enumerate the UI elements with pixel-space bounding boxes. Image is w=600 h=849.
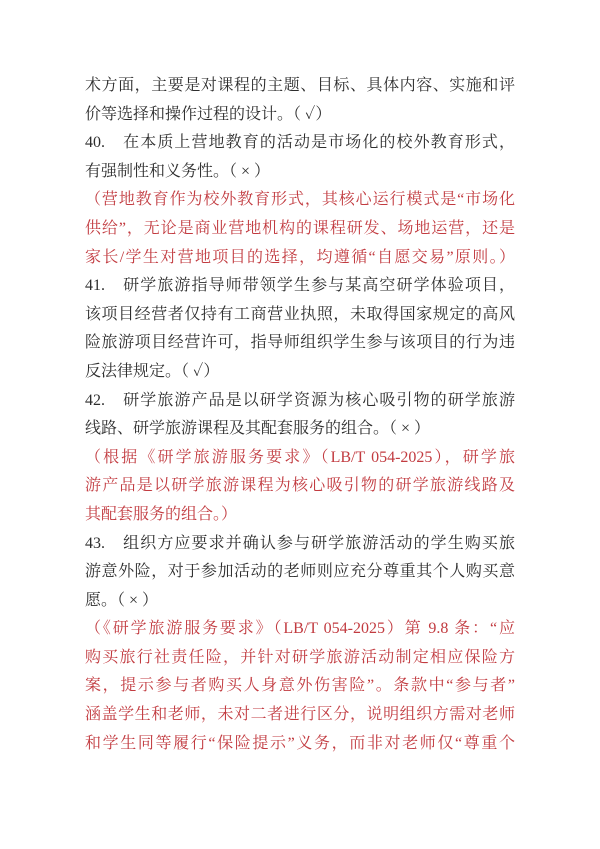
text-line: 43. 组织方应要求并确认参与研学旅游活动的学生购买旅: [85, 534, 515, 552]
text-line: （根据《研学旅游服务要求》（LB/T 054-2025），研学旅: [85, 448, 515, 466]
text-line: 该项目经营者仅持有工商营业执照，未取得国家规定的高风: [85, 305, 515, 323]
text-line: 40. 在本质上营地教育的活动是市场化的校外教育形式，: [85, 134, 515, 152]
text-line: 线路、研学旅游课程及其配套服务的组合。（ × ）: [85, 420, 431, 438]
text-line: 和学生同等履行“保险提示”义务，而非对老师仅“尊重个: [85, 734, 515, 752]
text-line: 家长/学生对营地项目的选择，均遵循“自愿交易”原则。）: [85, 248, 515, 266]
text-line: （《研学旅游服务要求》（LB/T 054-2025）第 9.8 条：“应: [85, 620, 515, 638]
text-line: 术方面，主要是对课程的主题、目标、具体内容、实施和评: [85, 77, 515, 94]
text-line: 购买旅行社责任险，并针对研学旅游活动制定相应保险方: [85, 648, 515, 666]
text-line: 愿。（ × ）: [85, 591, 159, 609]
text-line: 涵盖学生和老师，未对二者进行区分，说明组织方需对老师: [85, 706, 515, 724]
text-line: 案，提示参与者购买人身意外伤害险”。条款中“参与者”: [85, 677, 515, 695]
text-line: 反法律规定。（ ✓）: [85, 362, 220, 380]
text-line: 41. 研学旅游指导师带领学生参与某高空研学体验项目，: [85, 277, 515, 295]
text-line: 游意外险，对于参加活动的老师则应充分尊重其个人购买意: [85, 563, 515, 581]
document-lines: [85, 72, 515, 758]
text-line: 供给”，无论是商业营地机构的课程研发、场地运营，还是: [85, 219, 515, 237]
text-line: 有强制性和义务性。（ × ）: [85, 162, 271, 180]
text-line: 42. 研学旅游产品是以研学资源为核心吸引物的研学旅游: [85, 391, 515, 409]
text-line: 游产品是以研学旅游课程为核心吸引物的研学旅游线路及: [85, 477, 515, 495]
text-line: 其配套服务的组合。）: [85, 505, 238, 523]
text-line: 险旅游项目经营许可，指导师组织学生参与该项目的行为违: [85, 334, 515, 352]
text-line: （营地教育作为校外教育形式，其核心运行模式是“市场化: [85, 191, 515, 209]
text-line: 价等选择和操作过程的设计。（ ✓）: [85, 105, 332, 123]
